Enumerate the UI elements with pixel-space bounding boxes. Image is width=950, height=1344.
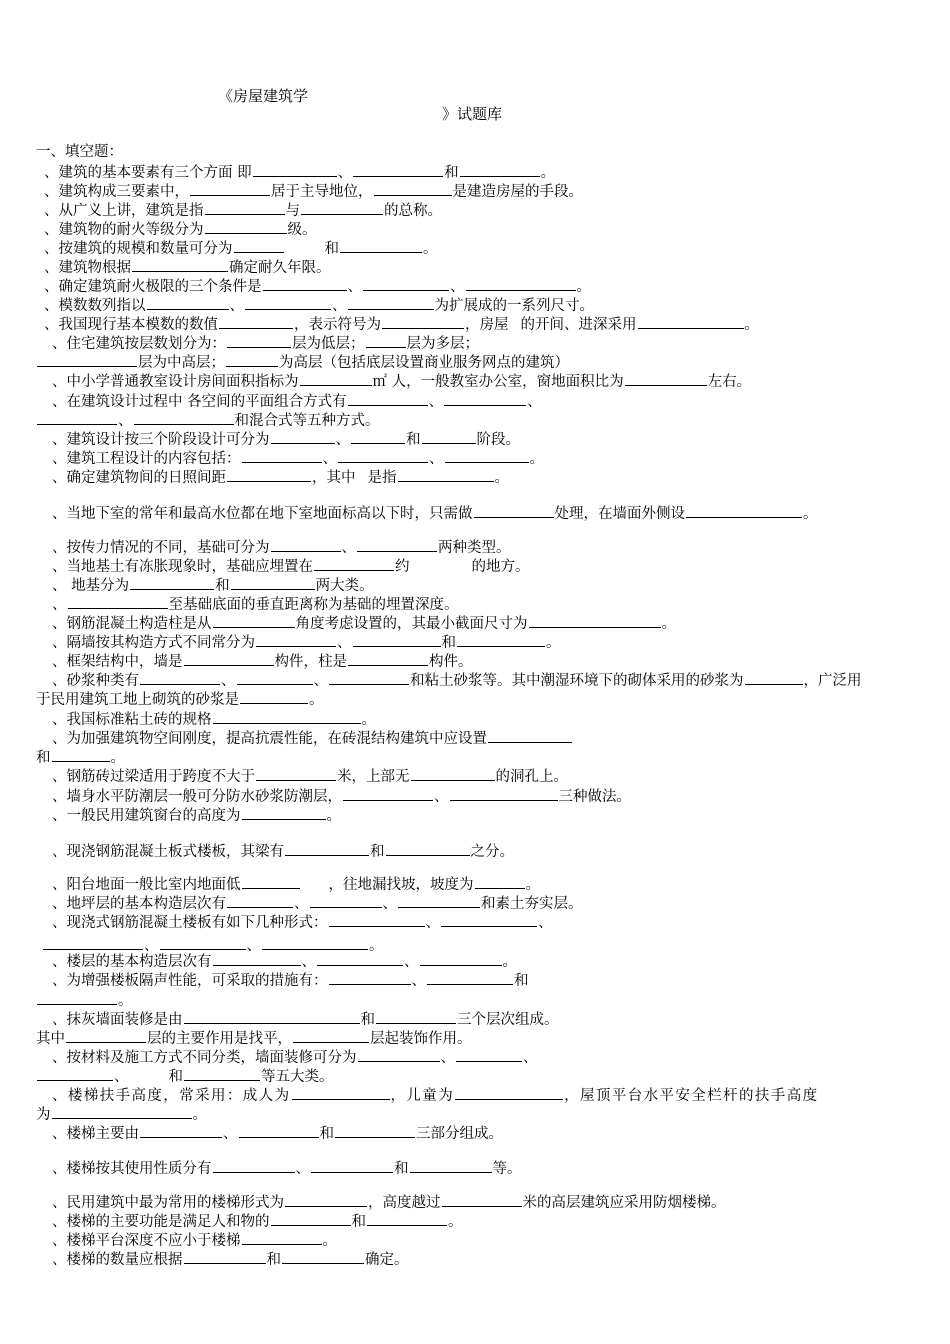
answer-blank[interactable] xyxy=(411,766,495,781)
answer-blank[interactable] xyxy=(285,841,369,856)
answer-blank[interactable] xyxy=(52,1104,192,1119)
answer-blank[interactable] xyxy=(460,162,540,177)
answer-blank[interactable] xyxy=(358,1047,440,1062)
answer-blank[interactable] xyxy=(190,181,270,196)
question-37-cont: 、 和 等五大类。 xyxy=(36,1066,334,1086)
answer-blank[interactable] xyxy=(311,1158,393,1173)
question-22: 、隔墙按其构造方式不同常分为 、 和 。 xyxy=(52,632,561,652)
question-26: 、为加强建筑物空间刚度，提高抗震性能，在砖混结构建筑中应设置 xyxy=(52,728,573,748)
answer-blank[interactable] xyxy=(427,970,513,985)
answer-blank[interactable] xyxy=(686,503,802,518)
document-title-suffix: 》试题库 xyxy=(442,105,503,123)
answer-blank[interactable] xyxy=(420,951,502,966)
question-1: 、建筑的基本要素有三个方面 即 、 和 。 xyxy=(44,162,555,182)
answer-blank[interactable] xyxy=(37,1066,113,1081)
answer-blank[interactable] xyxy=(329,912,425,927)
answer-blank[interactable] xyxy=(455,1085,563,1100)
answer-blank[interactable] xyxy=(638,314,744,329)
answer-blank[interactable] xyxy=(745,670,803,685)
answer-blank[interactable] xyxy=(293,1028,369,1043)
question-10-cont: 层为中高层； 为高层（包括底层设置商业服务网点的建筑） xyxy=(36,352,569,372)
question-27: 、钢筋砖过梁适用于跨度不大于 米，上部无 的洞孔上。 xyxy=(52,766,568,786)
question-39: 、楼梯主要由 、 和 三部分组成。 xyxy=(52,1123,503,1143)
answer-blank[interactable] xyxy=(242,805,326,820)
answer-blank[interactable] xyxy=(343,786,433,801)
answer-blank[interactable] xyxy=(340,238,422,253)
answer-blank[interactable] xyxy=(140,670,220,685)
answer-blank[interactable] xyxy=(367,1211,447,1226)
question-19: 、 地基分为 和 两大类。 xyxy=(52,575,374,595)
answer-blank[interactable] xyxy=(37,990,117,1005)
answer-blank[interactable] xyxy=(271,429,335,444)
question-7: 、确定建筑耐火极限的三个条件是 、 、 。 xyxy=(44,276,591,296)
answer-blank[interactable] xyxy=(398,893,480,908)
question-24: 、砂浆种类有 、 、 和粘土砂浆等。其中潮湿环境下的砌体采用的砂浆为 ，广泛用 xyxy=(52,670,862,690)
question-16: 、当地下室的常年和最高水位都在地下室地面标高以下时，只需做 处理，在墙面外侧设 。 xyxy=(52,503,818,523)
answer-blank[interactable] xyxy=(147,295,229,310)
answer-blank[interactable] xyxy=(242,448,322,463)
question-44: 、楼梯的数量应根据 和 确定。 xyxy=(52,1249,409,1269)
answer-blank[interactable] xyxy=(317,951,403,966)
answer-blank[interactable] xyxy=(348,651,428,666)
question-6: 、建筑物根据 确定耐久年限。 xyxy=(44,257,331,277)
answer-blank[interactable] xyxy=(226,352,278,367)
answer-blank[interactable] xyxy=(43,935,143,950)
question-14: 、建筑工程设计的内容包括： 、 、 。 xyxy=(52,448,544,468)
question-23: 、框架结构中，墙是 构件，柱是 构件。 xyxy=(52,651,473,671)
question-11: 、中小学普通教室设计房间面积指标为 ㎡ 人，一般教室办公室，窗地面积比为 左右。 xyxy=(52,371,751,391)
answer-blank[interactable] xyxy=(263,276,347,291)
question-18: 、当地基土有冻胀现象时，基础应埋置在 约 的地方。 xyxy=(52,556,530,576)
answer-blank[interactable] xyxy=(52,747,110,762)
section-heading: 一、填空题： xyxy=(36,144,123,160)
question-38: 、楼梯扶手高度，常采用：成人为 ，儿童为 ，屋顶平台水平安全栏杆的扶手高度 xyxy=(52,1085,819,1105)
answer-blank[interactable] xyxy=(382,314,464,329)
question-33: 、现浇式钢筋混凝土楼板有如下几种形式： 、 、 xyxy=(52,912,553,932)
question-36: 、抹灰墙面装修是由 和 三个层次组成。 xyxy=(52,1009,559,1029)
answer-blank[interactable] xyxy=(457,632,545,647)
answer-blank[interactable] xyxy=(245,295,331,310)
question-30: 、现浇钢筋混凝土板式楼板，其梁有 和 之分。 xyxy=(52,841,514,861)
question-15: 、确定建筑物间的日照间距 ，其中 是指 。 xyxy=(52,467,509,487)
question-13: 、建筑设计按三个阶段设计可分为 、 和 阶段。 xyxy=(52,429,520,449)
question-5: 、按建筑的规模和数量可分为 和 。 xyxy=(44,238,438,258)
answer-blank[interactable] xyxy=(184,1249,266,1264)
answer-blank[interactable] xyxy=(234,238,284,253)
question-41: 、民用建筑中最为常用的楼梯形式为 ，高度越过 米的高层建筑应采用防烟楼梯。 xyxy=(52,1192,726,1212)
answer-blank[interactable] xyxy=(301,200,383,215)
question-26-cont: 和 。 xyxy=(36,747,125,767)
question-25: 、我国标准粘土砖的规格 。 xyxy=(52,709,376,729)
question-8: 、模数数列指以 、 、 为扩展成的一系列尺寸。 xyxy=(44,295,594,315)
answer-blank[interactable] xyxy=(374,181,452,196)
answer-blank[interactable] xyxy=(335,1123,415,1138)
question-17: 、按传力情况的不同，基础可分为 、 两种类型。 xyxy=(52,537,511,557)
question-29: 、一般民用建筑窗台的高度为 。 xyxy=(52,805,341,825)
question-9: 、我国现行基本模数的数值 ，表示符号为 ，房屋 的开间、进深采用 。 xyxy=(44,314,759,334)
answer-blank[interactable] xyxy=(37,410,117,425)
answer-blank[interactable] xyxy=(366,333,406,348)
question-12: 、在建筑设计过程中 各空间的平面组合方式有 、 、 xyxy=(52,391,542,411)
answer-blank[interactable] xyxy=(256,766,336,781)
answer-blank[interactable] xyxy=(445,448,529,463)
answer-blank[interactable] xyxy=(422,429,476,444)
question-31: 、阳台地面一般比室内地面低 ，往地漏找坡，坡度为 。 xyxy=(52,874,540,894)
answer-blank[interactable] xyxy=(466,276,576,291)
answer-blank[interactable] xyxy=(410,1158,492,1173)
question-32: 、地坪层的基本构造层次有 、 、 和素土夯实层。 xyxy=(52,893,583,913)
answer-blank[interactable] xyxy=(450,786,558,801)
answer-blank[interactable] xyxy=(213,1158,295,1173)
question-35-cont: 。 xyxy=(36,990,133,1010)
answer-blank[interactable] xyxy=(475,874,525,889)
answer-blank[interactable] xyxy=(262,935,368,950)
question-12-cont: 、 和混合式等五种方式。 xyxy=(36,410,380,430)
answer-blank[interactable] xyxy=(357,537,437,552)
answer-blank[interactable] xyxy=(160,935,246,950)
answer-blank[interactable] xyxy=(353,632,441,647)
answer-blank[interactable] xyxy=(239,1123,319,1138)
answer-blank[interactable] xyxy=(256,632,336,647)
question-36-cont: 其中 层的主要作用是找平， 层起装饰作用。 xyxy=(36,1028,472,1048)
answer-blank[interactable] xyxy=(488,728,572,743)
answer-blank[interactable] xyxy=(271,537,341,552)
question-42: 、楼梯的主要功能是满足人和物的 和 。 xyxy=(52,1211,463,1231)
answer-blank[interactable] xyxy=(386,841,470,856)
question-33-cont: 、 、 。 xyxy=(42,935,384,955)
answer-blank[interactable] xyxy=(351,429,405,444)
question-2: 、建筑构成三要素中， 居于主导地位， 是建造房屋的手段。 xyxy=(44,181,583,201)
answer-blank[interactable] xyxy=(219,314,293,329)
answer-blank[interactable] xyxy=(442,1192,522,1207)
question-21: 、钢筋混凝土构造柱是从 角度考虑设置的，其最小截面尺寸为 。 xyxy=(52,613,676,633)
answer-blank[interactable] xyxy=(242,874,300,889)
answer-blank[interactable] xyxy=(242,1230,322,1245)
answer-blank[interactable] xyxy=(444,391,526,406)
question-24-cont: 于民用建筑工地上砌筑的砂浆是 。 xyxy=(36,689,324,709)
answer-blank[interactable] xyxy=(338,448,428,463)
answer-blank[interactable] xyxy=(348,391,428,406)
answer-blank[interactable] xyxy=(285,1192,367,1207)
answer-blank[interactable] xyxy=(213,613,295,628)
question-43: 、楼梯平台深度不应小于楼梯 。 xyxy=(52,1230,337,1250)
answer-blank[interactable] xyxy=(300,371,372,386)
answer-blank[interactable] xyxy=(140,1123,222,1138)
answer-blank[interactable] xyxy=(37,352,137,367)
answer-blank[interactable] xyxy=(625,371,707,386)
answer-blank[interactable] xyxy=(184,1009,360,1024)
question-20: 、 至基础底面的垂直距离称为基础的埋置深度。 xyxy=(52,594,459,614)
document-title: 《房屋建筑学 xyxy=(218,87,309,105)
answer-blank[interactable] xyxy=(329,670,409,685)
answer-blank[interactable] xyxy=(240,689,308,704)
answer-blank[interactable] xyxy=(205,219,287,234)
answer-blank[interactable] xyxy=(227,893,293,908)
answer-blank[interactable] xyxy=(376,1009,456,1024)
answer-blank[interactable] xyxy=(66,1028,146,1043)
answer-blank[interactable] xyxy=(310,893,382,908)
question-40: 、楼梯按其使用性质分有 、 和 等。 xyxy=(52,1158,522,1178)
answer-blank[interactable] xyxy=(213,951,301,966)
question-3: 、从广义上讲，建筑是指 与 的总称。 xyxy=(44,200,442,220)
answer-blank[interactable] xyxy=(231,575,315,590)
answer-blank[interactable] xyxy=(282,1249,364,1264)
answer-blank[interactable] xyxy=(348,295,434,310)
answer-blank[interactable] xyxy=(292,1085,390,1100)
answer-blank[interactable] xyxy=(227,333,291,348)
answer-blank[interactable] xyxy=(441,912,537,927)
answer-blank[interactable] xyxy=(213,709,361,724)
answer-blank[interactable] xyxy=(314,556,394,571)
answer-blank[interactable] xyxy=(132,257,228,272)
answer-blank[interactable] xyxy=(529,613,661,628)
answer-blank[interactable] xyxy=(398,467,494,482)
question-34: 、楼层的基本构造层次有 、 、 。 xyxy=(52,951,517,971)
answer-blank[interactable] xyxy=(184,651,274,666)
answer-blank[interactable] xyxy=(134,410,234,425)
answer-blank[interactable] xyxy=(227,467,311,482)
answer-blank[interactable] xyxy=(474,503,554,518)
answer-blank[interactable] xyxy=(205,200,285,215)
question-37: 、按材料及施工方式不同分类，墙面装修可分为 、 、 xyxy=(52,1047,538,1067)
answer-blank[interactable] xyxy=(253,162,337,177)
answer-blank[interactable] xyxy=(237,670,313,685)
answer-blank[interactable] xyxy=(363,276,449,291)
question-28: 、墙身水平防潮层一般可分防水砂浆防潮层， 、 三种做法。 xyxy=(52,786,631,806)
answer-blank[interactable] xyxy=(271,1211,351,1226)
answer-blank[interactable] xyxy=(68,594,168,609)
question-35: 、为增强楼板隔声性能，可采取的措施有： 、 和 xyxy=(52,970,529,990)
question-10: 、住宅建筑按层数划分为： 层为低层； 层为多层； xyxy=(52,333,479,353)
answer-blank[interactable] xyxy=(184,1066,260,1081)
question-4: 、建筑物的耐火等级分为 级。 xyxy=(44,219,317,239)
question-38-cont: 为 。 xyxy=(36,1104,207,1124)
answer-blank[interactable] xyxy=(130,575,214,590)
answer-blank[interactable] xyxy=(456,1047,522,1062)
answer-blank[interactable] xyxy=(329,970,411,985)
answer-blank[interactable] xyxy=(353,162,443,177)
